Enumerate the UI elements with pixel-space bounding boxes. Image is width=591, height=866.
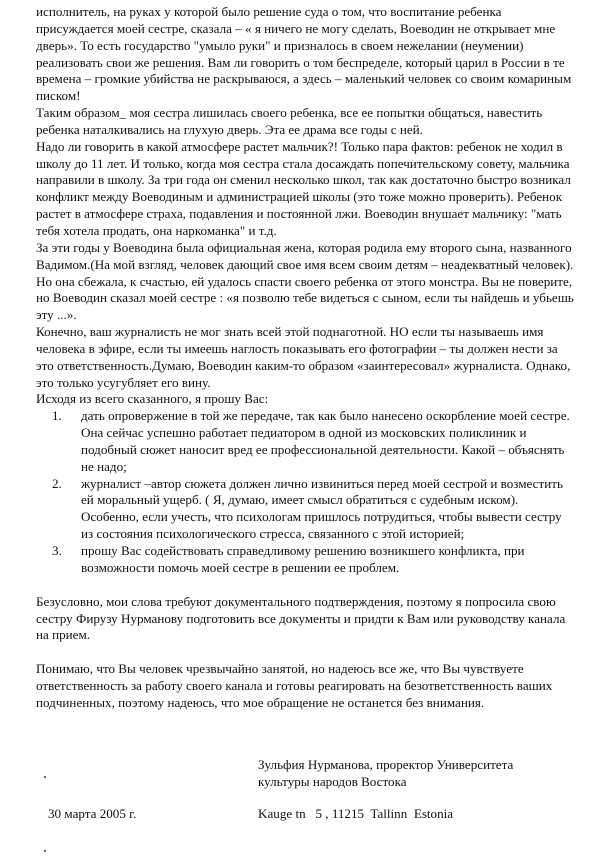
paragraph-official-wife: За эти годы у Воеводина была официальная жена, которая родила ему второго сына, названного Вадимом.(На мой взгляд, человек дающий свое имя всем своим детям – неадекватный человек). Но она сбежала, к счастью, ей удалось спасти своего ребенка от этого монстра. Вы не поверите, но Воеводин сказал моей сестре : «я позволю тебе видеться с сыном, если ты найдешь и убьешь эту ...». [36,239,574,323]
scan-speck [44,776,46,778]
paragraph-closing: Понимаю, что Вы человек чрезвычайно занятой, но надеюсь все же, что Вы чувствуете ответственность за работу своего канала и готовы реагировать на безответственность ваших подчиненных, поэтому надеюсь, что мое обращение не останется без внимания. [36,661,553,710]
paragraph-documents: Безусловно, мои слова требуют документального подтверждения, поэтому я попросила свою сестру Фирузу Нурманову подготовить все документы и придти к Вам или руководству канала на прием. [36,593,566,643]
letter-address: Kauge tn 5 , 11215 Tallinn Estonia [258,806,454,821]
request-number: 2. [52,475,62,491]
request-text: дать опровержение в той же передаче, так как было нанесено оскорбление моей сестре. Она сейчас успешно работает педиатором в одной из московских поликлиник и подобный сюжет наносит вред ее профессиональной деятельности. Какой – объяснять не надо; [81,408,570,474]
paragraph-boy-atmosphere: Надо ли говорить в какой атмосфере растет мальчик?! Только пара фактов: ребенок не ходил в школу до 11 лет. И только, когда моя сестра стала досаждать попечительскому совету, мальчика направили в школу. За три года он сменил несколько школ, так как достаточно быстро возникал конфликт между Воеводиным и администрацией школы (это тоже можно проверить). Ребенок растет в атмосфере страха, подавления и постоянной лжи. Воеводин внушает мальчику: "мать тебя хотела продать, она наркоманка" и т.д. [36,138,571,238]
spacer [36,577,577,594]
request-item [52,408,577,475]
scan-speck [44,850,46,852]
request-text: журналист –автор сюжета должен лично извиниться перед моей сестрой и возместить ей моральный ущерб. ( Я, думаю, имеет смысл обратиться с судебным иском). Особенно, если учесть, что психологам пришлось потрудиться, чтобы вывести сестру из состояния психологического стресса, связанного с этой историей; [81,475,563,542]
request-item [52,476,577,543]
spacer [36,644,577,661]
paragraph-journalist-responsibility: Конечно, ваш журналисть не мог знать всей этой поднаготной. НО если ты называешь имя человека в эфире, если ты имеешь наглость показывать его фотографии – ты должен нести за это ответственность.Думаю, Воеводин каким-то образом «заинтересовал» журналиста. Однако, это только усугубляет его вину. [36,324,571,390]
request-text: прошу Вас содействовать справедливому решению возникшего конфликта, при возможности помочь моей сестре в решении ее проблем. [81,543,525,575]
signature-organization: культуры народов Востока [258,774,407,789]
request-number: 1. [52,408,62,424]
signature-block [258,756,513,790]
signature-name-title: Зульфия Нурманова, проректор Университета [258,757,514,772]
paragraph-court-decision: исполнитель, на руках у которой было решение суда о том, что воспитание ребенка присуждается моей сестре, сказала – « я ничего не могу сделать, Воеводин не открывает мне дверь». То есть государство "умыло руки" и призналось в своем нежелании (неумении) реализовать свои же решения. Вам ли говорить о том беспределе, который царил в России в те времена – громкие убийства не раскрываюся, а здесь – маленький человек со своим комариным писком! [36,4,572,104]
request-number: 3. [52,543,62,558]
request-item [52,543,577,577]
letter-date: 30 марта 2005 г. [48,806,137,821]
paragraph-sister-lost-child: Таким образом_ моя сестра лишилась своего ребенка, все ее попытки общаться, навестить ребенка наталкивались на глухую дверь. Эта ее драма все годы с ней. [36,105,543,137]
requests-list [36,408,577,576]
requests-intro: Исходя из всего сказанного, я прошу Вас: [36,391,269,407]
